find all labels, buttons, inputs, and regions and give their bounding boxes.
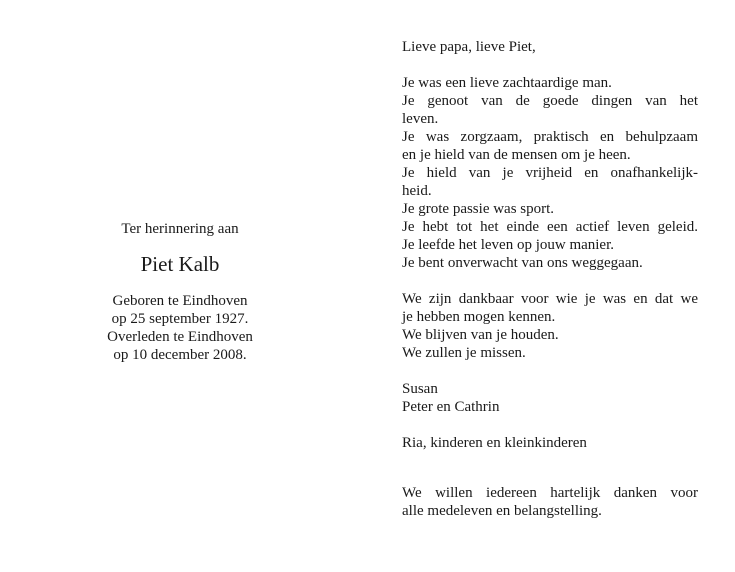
signatures bbox=[402, 380, 698, 416]
poem bbox=[402, 74, 698, 272]
gratitude bbox=[402, 290, 698, 362]
death-place: Overleden te Eindhoven bbox=[107, 329, 253, 345]
poem-line: Je grote passie was sport. bbox=[402, 201, 555, 217]
family-line: Ria, kinderen en kleinkinderen bbox=[402, 435, 587, 451]
poem-line: Je genoot van de goede dingen van het bbox=[402, 93, 698, 109]
memorial-left-panel bbox=[60, 220, 300, 364]
deceased-name: Piet Kalb bbox=[140, 252, 220, 276]
gratitude-line: We blijven van je houden. bbox=[402, 327, 559, 343]
poem-line: en je hield van de mensen om je heen. bbox=[402, 147, 631, 163]
poem-line: Je leefde het leven op jouw manier. bbox=[402, 237, 615, 253]
poem-line: leven. bbox=[402, 111, 439, 127]
thanks bbox=[402, 484, 698, 520]
gratitude-line: We zijn dankbaar voor wie je was en dat we bbox=[402, 291, 698, 307]
thanks-line: We willen iedereen hartelijk danken voor bbox=[402, 485, 698, 501]
gratitude-line: je hebben mogen kennen. bbox=[402, 309, 556, 325]
signature-line: Susan bbox=[402, 381, 438, 397]
poem-line: Je hield van je vrijheid en onafhankelijk- bbox=[402, 165, 698, 181]
death-date: op 10 december 2008. bbox=[113, 347, 247, 363]
gratitude-line: We zullen je missen. bbox=[402, 345, 526, 361]
birth-place: Geboren te Eindhoven bbox=[112, 293, 248, 309]
memorial-right-panel bbox=[402, 38, 698, 520]
poem-line: Je was een lieve zachtaardige man. bbox=[402, 75, 612, 91]
signature-line: Peter en Cathrin bbox=[402, 399, 500, 415]
life-dates bbox=[60, 292, 300, 364]
poem-line: Je hebt tot het einde een actief leven geleid. bbox=[402, 219, 698, 235]
thanks-line: alle medeleven en belangstelling. bbox=[402, 503, 602, 519]
salutation: Lieve papa, lieve Piet, bbox=[402, 39, 536, 55]
poem-line: Je bent onverwacht van ons weggegaan. bbox=[402, 255, 643, 271]
poem-line: heid. bbox=[402, 183, 432, 199]
birth-date: op 25 september 1927. bbox=[111, 311, 249, 327]
intro-text: Ter herinnering aan bbox=[121, 221, 239, 237]
poem-line: Je was zorgzaam, praktisch en behulpzaam bbox=[402, 129, 698, 145]
